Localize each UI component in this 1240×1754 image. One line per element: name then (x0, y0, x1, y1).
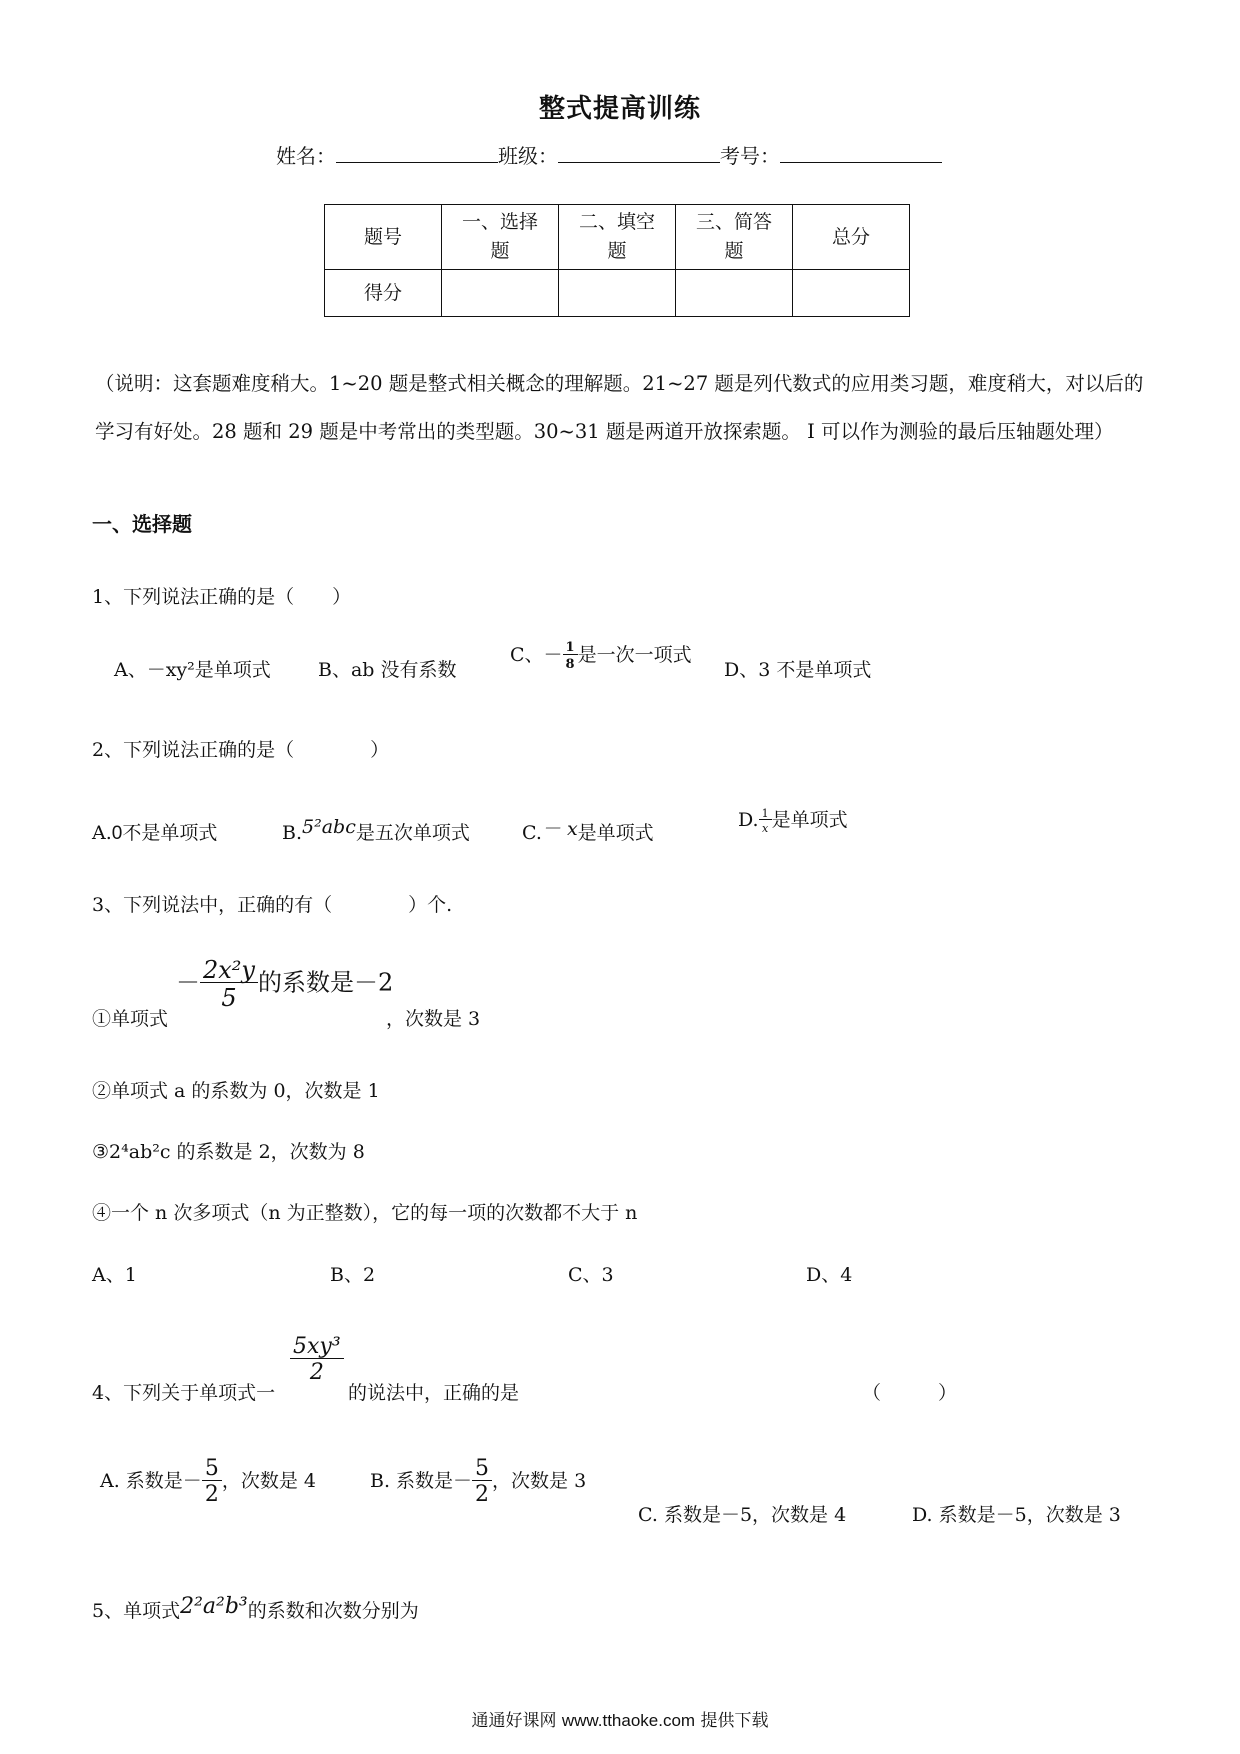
score-table (324, 204, 910, 317)
page-title: 整式提高训练 (538, 94, 701, 124)
score-input-cell[interactable] (442, 270, 559, 317)
question-3-statement-1-tail: ，次数是 3 (386, 1008, 481, 1030)
question-1-option-c: C、－ $\frac{1}{8}$ 是一次一项式 (510, 640, 692, 672)
question-2-option-b: B.5²abc是五次单项式 (282, 816, 470, 844)
question-4-option-d: D. 系数是－5，次数是 3 (912, 1504, 1121, 1526)
student-info (276, 140, 942, 169)
exam-no-label: 考号： (720, 144, 780, 168)
question-4-stem-start: 4、下列关于单项式一 (92, 1382, 276, 1404)
footer-url[interactable]: www.tthaoke.com (561, 1711, 696, 1730)
question-2-stem: 2、下列说法正确的是（ ） (92, 739, 390, 761)
question-2-option-a: A.0不是单项式 (92, 822, 218, 844)
question-1-option-d: D、3 不是单项式 (724, 659, 872, 681)
page-footer (0, 1706, 1240, 1731)
question-2-option-c: C.－ x是单项式 (522, 818, 654, 844)
question-3-option-a: A、1 (92, 1264, 137, 1286)
footer-suffix: 提供下载 (700, 1711, 769, 1731)
score-input-cell[interactable] (676, 270, 793, 317)
exam-no-field[interactable] (780, 142, 942, 163)
question-3-statement-1-label: ①单项式 (92, 1008, 169, 1030)
question-4-option-c: C. 系数是－5，次数是 4 (638, 1504, 847, 1526)
table-cell: 得分 (325, 270, 442, 317)
table-cell: 一、选择 题 (442, 205, 559, 270)
question-4-option-b: B. 系数是－ $\frac{5}{2}$ ，次数是 3 (370, 1456, 587, 1507)
question-1-stem: 1、下列说法正确的是（ ） (92, 586, 352, 608)
instructions-note: （说明：这套题难度稍大。1~20 题是整式相关概念的理解题。21~27 题是列代数式的应用类习题，难度稍大，对以后的学习有好处。28 题和 29 题是中考常出的类型题。30~31 题是两道开放探索题。 I 可以作为测验的最后压轴题处理） (95, 372, 1144, 443)
score-table-header-row (325, 205, 910, 270)
table-cell: 总分 (793, 205, 910, 270)
table-cell: 题号 (325, 205, 442, 270)
footer-site-name: 通通好课网 (471, 1711, 557, 1731)
question-4-stem-end: 的说法中，正确的是 (348, 1382, 520, 1404)
section-title: 一、选择题 (92, 512, 192, 536)
question-3-option-b: B、2 (330, 1264, 376, 1286)
class-label: 班级： (498, 144, 558, 168)
question-3-option-c: C、3 (568, 1264, 614, 1286)
question-3-option-d: D、4 (806, 1264, 853, 1286)
score-input-cell[interactable] (793, 270, 910, 317)
table-cell: 三、简答 题 (676, 205, 793, 270)
question-3-statement-4: ④一个 n 次多项式（n 为正整数），它的每一项的次数都不大于 n (92, 1202, 638, 1224)
question-3-stem: 3、下列说法中，正确的有（ ）个. (92, 894, 453, 916)
table-cell: 二、填空 题 (559, 205, 676, 270)
question-3-statement-1-expression: － $\frac{\text{2x²y}}{5}$ 的系数是－2 (176, 956, 394, 1012)
question-5: 5、单项式2²a²b³的系数和次数分别为 (92, 1594, 419, 1622)
question-4-option-a: A. 系数是－ $\frac{5}{2}$ ，次数是 4 (100, 1456, 316, 1507)
question-4-answer-bracket[interactable]: （ ） (862, 1382, 958, 1404)
question-1-option-b: B、ab 没有系数 (318, 659, 457, 681)
score-table-score-row (325, 270, 910, 317)
name-field[interactable] (336, 142, 498, 163)
name-label: 姓名： (276, 144, 336, 168)
score-input-cell[interactable] (559, 270, 676, 317)
question-2-option-d: D. $\frac{1}{x}$ 是单项式 (738, 807, 848, 835)
question-3-statement-2: ②单项式 a 的系数为 0，次数是 1 (92, 1080, 380, 1102)
question-4-expression: $\frac{\text{5xy³}}{2}$ (290, 1336, 344, 1384)
question-3-statement-3: ③2⁴ab²c 的系数是 2，次数为 8 (92, 1141, 365, 1163)
class-field[interactable] (558, 142, 720, 163)
question-1-option-a: A、－xy²是单项式 (114, 659, 271, 681)
